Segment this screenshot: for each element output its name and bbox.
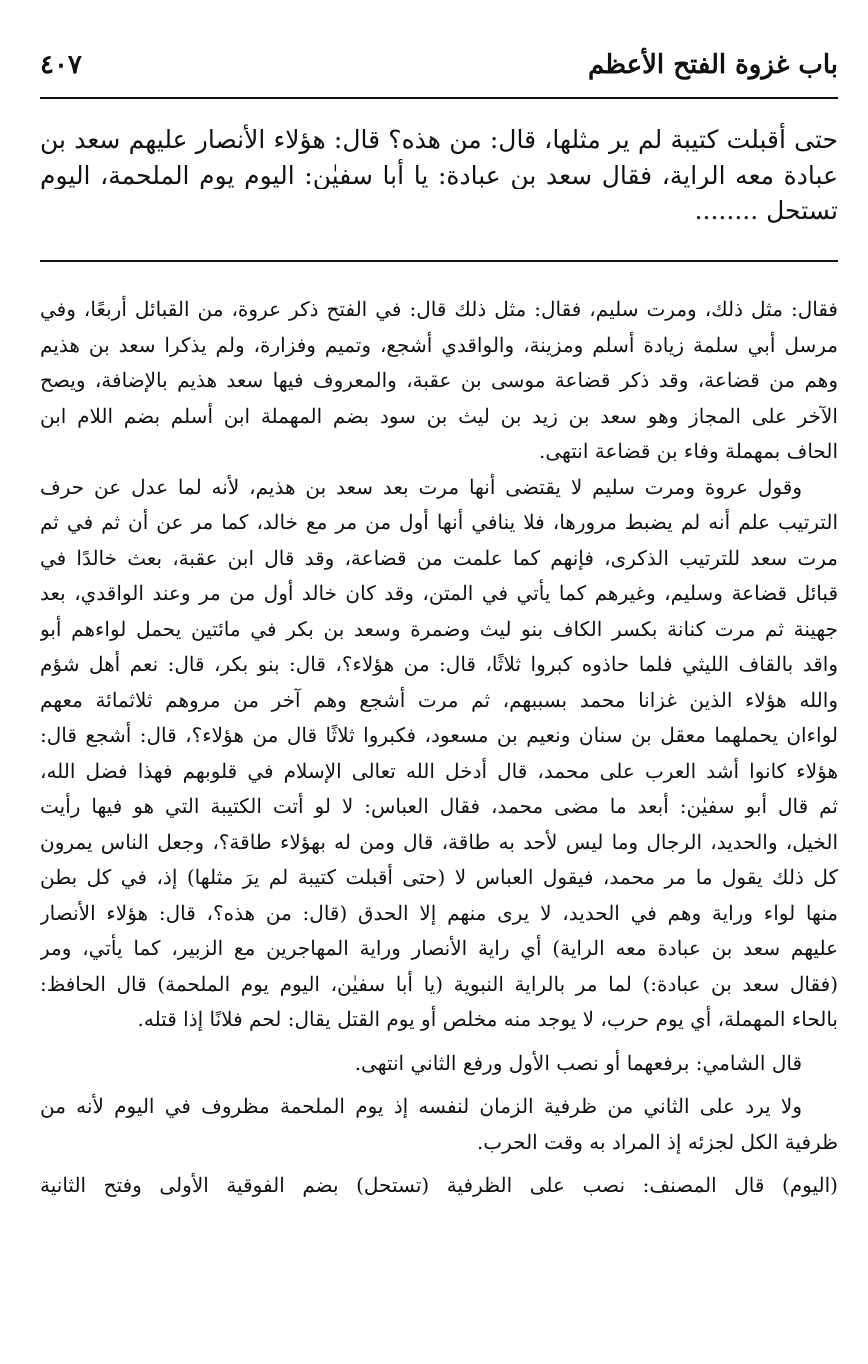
paragraph-3 xyxy=(40,1046,838,1082)
text-line: ثم قال أبو سفيٰن: أبعد ما مضى محمد، فقال العباس: لا لو أتت الكتيبة التي هو فيها رأيت xyxy=(40,794,838,818)
text-line: ظرفية الكل لجزئه إذ المراد به وقت الحرب. xyxy=(476,1129,838,1154)
paragraph-gap xyxy=(40,1160,838,1168)
page-header xyxy=(40,50,838,100)
text-line: وقول عروة ومرت سليم لا يقتضى أنها مرت بعد سعد بن هذيم، لأنه لما عدل عن حرف xyxy=(40,474,802,499)
text-line: واقد بالقاف الليثي فلما حاذوه كبروا ثلاثًا، قال: من هؤلاء؟، قال: بنو بكر، قال: نعم أهل شؤم xyxy=(40,652,838,676)
text-line: منها لواء وراية وهم في الحديد، لا يرى منهم إلا الحدق (قال: من هذه؟، قال: هؤلاء الأنصار xyxy=(40,900,838,925)
matn-text xyxy=(40,118,838,232)
paragraph-gap xyxy=(40,1081,838,1089)
matn-line: عبادة معه الراية، فقال سعد بن عبادة: يا أبا سفيٰن: اليوم يوم الملحمة، اليوم xyxy=(40,160,838,189)
text-line: وهم من قضاعة، وقد ذكر قضاعة موسى بن عقبة، والمعروف فيها سعد هذيم بالإضافة، ويصح xyxy=(40,368,838,392)
text-line: والله هؤلاء الذين غزانا محمد بسببهم، ثم مرت أشجع وهم آخر من مروهم ثلاثمائة معهم xyxy=(40,687,838,712)
header-rule xyxy=(40,97,838,99)
paragraph-2 xyxy=(40,470,838,1038)
text-line: قال الشامي: برفعهما أو نصب الأول ورفع الثاني انتهى. xyxy=(354,1050,802,1075)
text-line: (فقال سعد بن عبادة:) لما مر بالراية النبوية (يا أبا سفيٰن، اليوم يوم الملحمة) قال الحافظ: xyxy=(40,971,838,996)
matn-last-word: تستحل xyxy=(766,196,838,225)
text-line: الآخر على المجاز وهو سعد بن زيد بن ليث بن سود بضم المهملة ابن أسلم بضم اللام ابن xyxy=(40,403,838,428)
text-line: هؤلاء كانوا أشد العرب على محمد، قال أدخل الله تعالى الإسلام في قلوبهم فهذا فضل الله، xyxy=(40,758,838,783)
matn-line: حتى أقبلت كتيبة لم ير مثلها، قال: من هذه؟ قال: هؤلاء الأنصار عليهم سعد بن xyxy=(40,125,838,154)
page-number: ٤٠٧ xyxy=(40,50,82,80)
text-line: (اليوم) قال المصنف: نصب على الظرفية (تستحل) بضم الفوقية الأولى وفتح الثانية xyxy=(40,1173,838,1197)
text-line: قبائل قضاعة وسليم، وغيرهم كما يأتي في المتن، وقد كان خالد أول من مر وعند الواقدي، بعد xyxy=(40,581,838,605)
text-line: ولا يرد على الثاني من ظرفية الزمان لنفسه إذ يوم الملحمة مظروف في اليوم لأنه من xyxy=(40,1094,802,1118)
matn-rule xyxy=(40,260,838,262)
text-line: مرت سعد للترتيب الذكرى، فإنهم كما علمت من قضاعة، وقد قال ابن عقبة، بعث خالدًا في xyxy=(40,545,838,570)
text-line: الحاف بمهملة وفاء بن قضاعة انتهى. xyxy=(539,439,838,463)
matn-continuation-dots: ........ xyxy=(694,196,759,225)
text-line: الترتيب علم أنه لم يضبط مرورها، فلا ينافي أنها أول من مر مع خالد، كما مر عن أن ثم في ثم xyxy=(40,510,838,534)
text-line: كل ذلك يقول ما مر محمد، فيقول العباس لا (حتى أقبلت كتيبة لم يرَ مثلها) إذ، في كل بطن xyxy=(40,865,838,889)
paragraph-1 xyxy=(40,292,838,470)
paragraph-5 xyxy=(40,1168,838,1204)
paragraph-gap xyxy=(40,1038,838,1046)
chapter-title: باب غزوة الفتح الأعظم xyxy=(587,50,838,80)
paragraph-4 xyxy=(40,1089,838,1160)
text-line: مرسل أبي سلمة زيادة أسلم ومزينة، والواقدي أشجع، وتميم وفزارة، ولم يذكرا سعد بن هذيم xyxy=(40,332,838,357)
text-line: فقال: مثل ذلك، ومرت سليم، فقال: مثل ذلك قال: في الفتح ذكر عروة، من القبائل أربعًا، وفي xyxy=(40,297,838,321)
text-line: الخيل، والحديد، الرجال وما ليس لأحد به طاقة، قال ومن له بهؤلاء طاقة؟، وجعل الناس يمرون xyxy=(40,829,838,854)
text-line: عليهم سعد بن عبادة معه الراية) أي راية الأنصار وراية المهاجرين مع الزبير، كما يأتي، ومر xyxy=(40,936,838,960)
matn-line-last xyxy=(40,189,838,232)
text-line: لواءان يحملهما معقل بن سنان ونعيم بن مسعود، فكبروا ثلاثًا قال من هؤلاء؟، قال: أشجع قال: xyxy=(40,723,838,747)
commentary-text xyxy=(40,292,838,1204)
text-line: بالحاء المهملة، أي يوم حرب، لا يوجد منه مخلص أو يوم القتل يقال: لحم فلانًا إذا قتله. xyxy=(137,1007,838,1031)
text-line: جهينة ثم مرت كنانة بكسر الكاف بنو ليث وضمرة وسعد بن بكر في مائتين يحمل لواءهم أبو xyxy=(40,616,838,641)
